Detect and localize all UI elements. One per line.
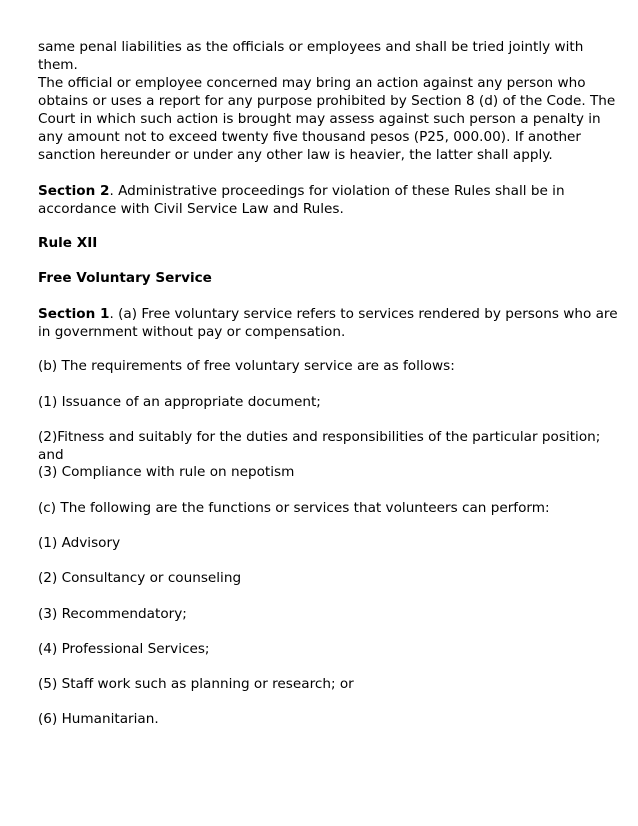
section-1-label: Section 1 — [38, 306, 110, 322]
paragraph-functions: (c) The following are the functions or services that volunteers can perform: — [38, 500, 550, 516]
paragraph-requirements: (b) The requirements of free voluntary service are as follows: — [38, 358, 455, 374]
list-item-function-3: (3) Recommendatory; — [38, 606, 187, 622]
rule-title: Free Voluntary Service — [38, 270, 212, 286]
paragraph-section-2 — [38, 182, 618, 218]
list-item-function-2: (2) Consultancy or counseling — [38, 570, 242, 586]
paragraph-action-against-person: The official or employee concerned may bring an action against any person who obtains or uses a report for any purpose prohibited by Section 8 (d) of the Code. The Court in which such action is brought may assess against such person a penalty in any amount not to exceed twenty five thousand pesos (P25, 000.00). If another sanction hereunder or under any other law is heavier, the latter shall apply. — [38, 75, 616, 163]
section-1-text: . (a) Free voluntary service refers to services rendered by persons who are in government without pay or compensation. — [38, 306, 618, 340]
list-item-requirement-1: (1) Issuance of an appropriate document; — [38, 394, 321, 410]
list-item-requirement-3: (3) Compliance with rule on nepotism — [38, 464, 295, 480]
section-2-text: . Administrative proceedings for violation of these Rules shall be in accordance with Civil Service Law and Rules. — [38, 183, 565, 217]
list-item-requirement-2: (2)Fitness and suitably for the duties and responsibilities of the particular position; and — [38, 429, 601, 463]
rule-heading: Rule XII — [38, 235, 98, 251]
list-item-function-1: (1) Advisory — [38, 535, 121, 551]
paragraph-penal-liabilities: same penal liabilities as the officials or employees and shall be tried jointly with them. — [38, 39, 584, 73]
list-item-function-6: (6) Humanitarian. — [38, 711, 159, 727]
section-2-label: Section 2 — [38, 183, 110, 199]
paragraph-section-1 — [38, 305, 618, 341]
list-item-function-4: (4) Professional Services; — [38, 641, 210, 657]
list-item-function-5: (5) Staff work such as planning or research; or — [38, 676, 354, 692]
